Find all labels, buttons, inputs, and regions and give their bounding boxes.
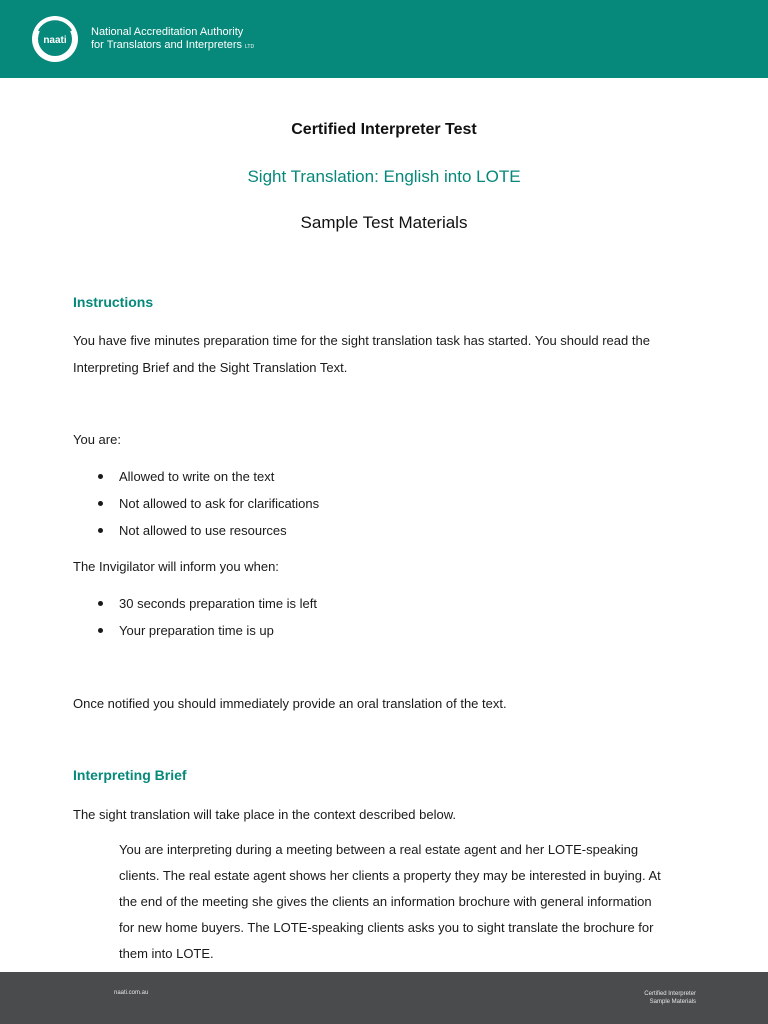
footer-doc-label-line1: Certified Interpreter [644, 991, 696, 997]
list-item: Allowed to write on the text [73, 463, 319, 490]
list-item: Not allowed to use resources [73, 517, 319, 544]
org-suffix: LTD [245, 44, 255, 50]
footer-url: naati.com.au [114, 990, 149, 996]
brief-intro: The sight translation will take place in the context described below. [73, 807, 456, 822]
org-name-line2: for Translators and Interpreters LTD [91, 39, 255, 51]
invigilator-list [73, 590, 317, 644]
list-item: Not allowed to ask for clarifications [73, 490, 319, 517]
brief-context-line: the end of the meeting she gives the clients an information brochure with general information [119, 894, 652, 909]
brief-context-line: You are interpreting during a meeting between a real estate agent and her LOTE-speaking [119, 842, 639, 857]
footer-doc-label [644, 990, 696, 1006]
you-are-label: You are: [73, 432, 121, 447]
brief-heading: Interpreting Brief [73, 767, 187, 783]
org-name [91, 26, 254, 54]
footer-bar [0, 972, 768, 1024]
naati-logo-icon [31, 15, 79, 63]
instructions-heading: Instructions [73, 294, 154, 310]
org-name-line1: National Accreditation Authority [91, 26, 244, 38]
invigilator-label: The Invigilator will inform you when: [73, 559, 279, 574]
header-bar [0, 0, 768, 78]
instructions-closing: Once notified you should immediately provide an oral translation of the text. [73, 696, 507, 711]
brief-context-line: them into LOTE. [119, 946, 214, 961]
brief-context [119, 837, 699, 967]
footer-doc-label-line2: Sample Materials [649, 999, 696, 1005]
svg-text:naati: naati [43, 35, 67, 46]
document-subtitle-2: Sample Test Materials [300, 213, 468, 232]
instructions-intro: You have five minutes preparation time for the sight translation task has started. You should read the Interpreting Brief and the Sight Translation Text. [73, 333, 650, 375]
brief-context-line: for new home buyers. The LOTE-speaking clients asks you to sight translate the brochure for [119, 920, 654, 935]
document-subtitle: Sight Translation: English into LOTE [247, 167, 521, 186]
document-title: Certified Interpreter Test [291, 121, 477, 138]
list-item: Your preparation time is up [73, 617, 317, 644]
list-item: 30 seconds preparation time is left [73, 590, 317, 617]
you-are-list [73, 463, 319, 544]
brief-context-line: clients. The real estate agent shows her clients a property they may be interested in buying. At [119, 868, 661, 883]
